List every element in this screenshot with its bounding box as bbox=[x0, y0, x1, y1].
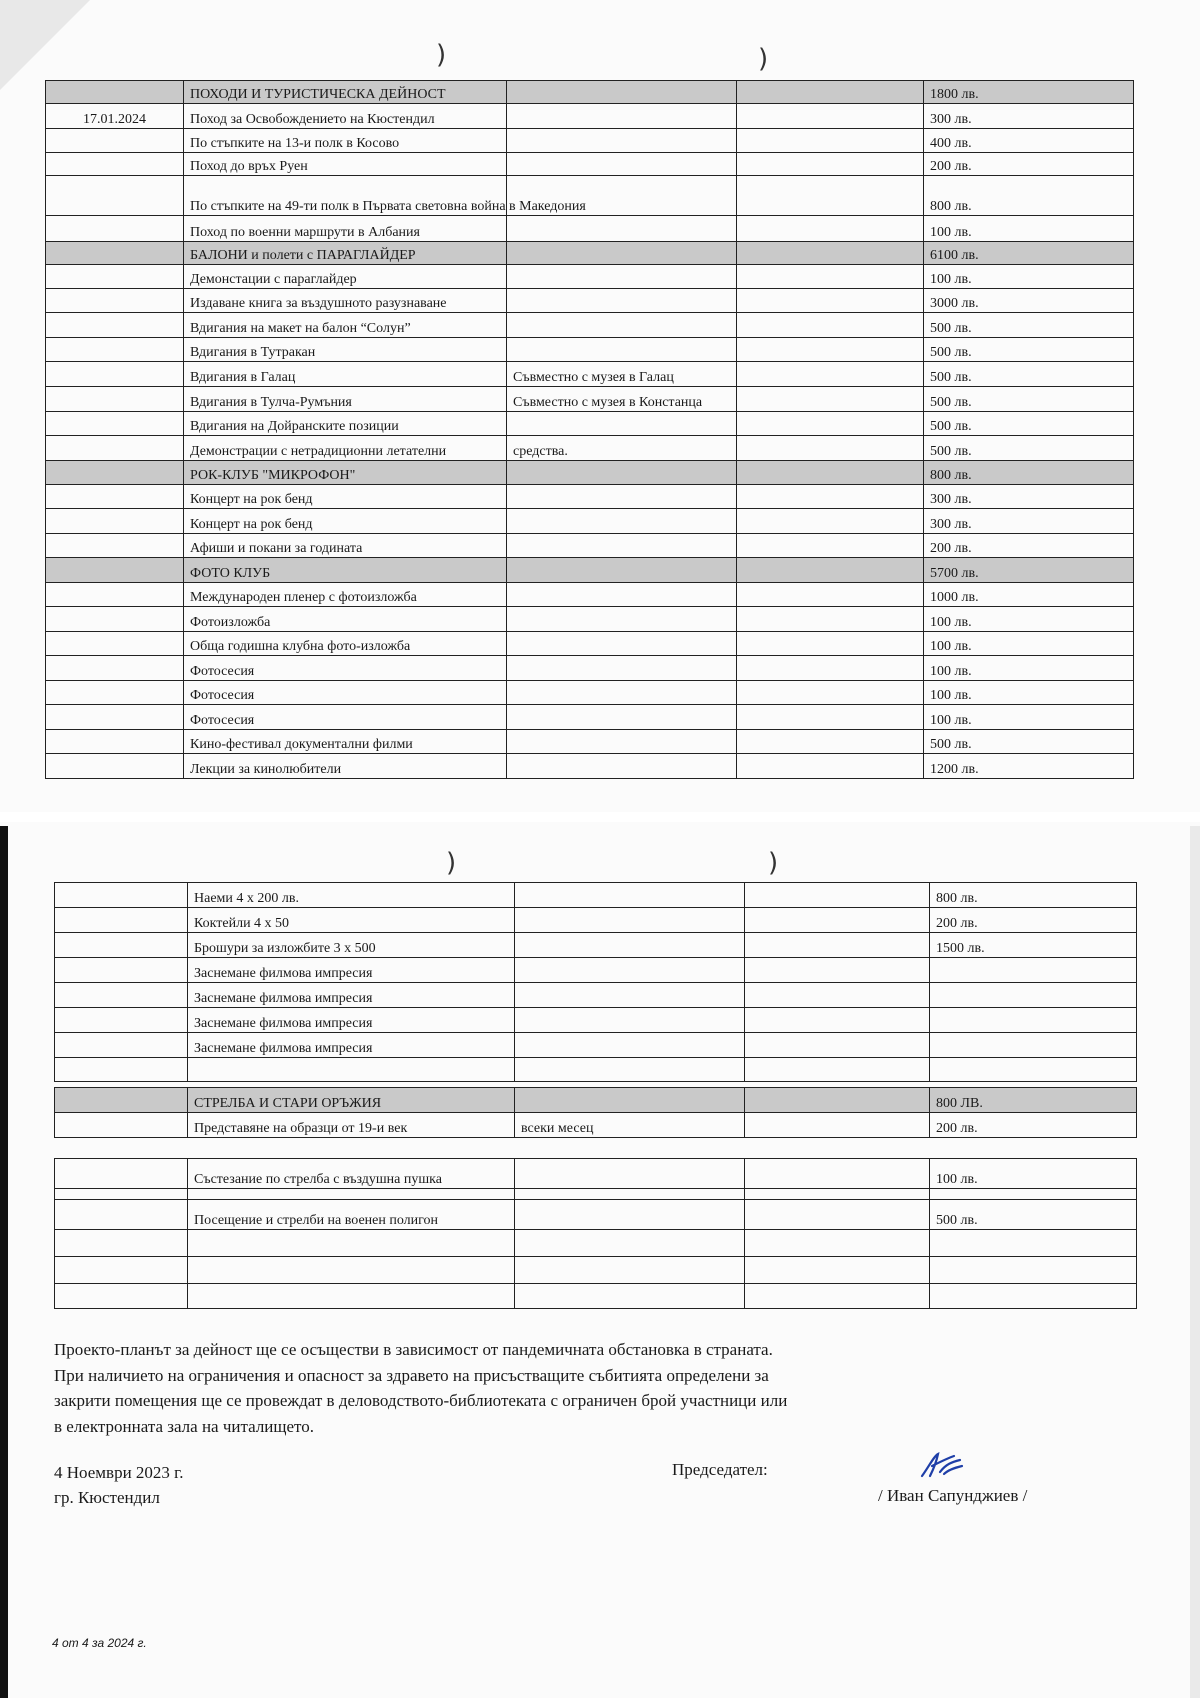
amount-cell bbox=[930, 1257, 1137, 1284]
extra-cell bbox=[745, 1159, 930, 1189]
amount-cell: 100 лв. bbox=[924, 265, 1134, 289]
date-cell bbox=[46, 412, 184, 436]
date-cell bbox=[46, 607, 184, 632]
activity-name: Кино-фестивал документални филми bbox=[184, 730, 507, 754]
note-cell bbox=[507, 754, 737, 779]
extra-cell bbox=[737, 656, 924, 681]
pandemic-note bbox=[54, 1337, 954, 1439]
extra-cell bbox=[745, 1257, 930, 1284]
section-header-row bbox=[55, 1088, 1137, 1113]
activities-table-continued bbox=[54, 882, 1137, 1082]
date-cell bbox=[46, 436, 184, 461]
table-row bbox=[46, 153, 1134, 176]
date-cell bbox=[46, 176, 184, 216]
table-row bbox=[46, 607, 1134, 632]
note-cell bbox=[507, 632, 737, 656]
date-cell bbox=[46, 313, 184, 338]
activity-name: Коктейли 4 х 50 bbox=[188, 908, 515, 933]
note-cell bbox=[515, 908, 745, 933]
punch-hole-mark: ) bbox=[768, 848, 779, 878]
note-cell: средства. bbox=[507, 436, 737, 461]
extra-cell bbox=[737, 81, 924, 104]
note-cell bbox=[515, 1159, 745, 1189]
note-cell: Съвместно с музея в Галац bbox=[507, 362, 737, 387]
activity-name: Заснемане филмова импресия bbox=[188, 1033, 515, 1058]
date-cell bbox=[55, 1230, 188, 1257]
extra-cell bbox=[737, 387, 924, 412]
table-row bbox=[55, 1008, 1137, 1033]
note-cell: Съвместно с музея в Констанца bbox=[507, 387, 737, 412]
note-cell bbox=[507, 265, 737, 289]
activity-name: Концерт на рок бенд bbox=[184, 485, 507, 509]
date-cell bbox=[46, 338, 184, 362]
table-row bbox=[46, 289, 1134, 313]
date-cell bbox=[46, 632, 184, 656]
section-header-row bbox=[46, 242, 1134, 265]
date-cell bbox=[46, 81, 184, 104]
activity-name: Поход по военни маршрути в Албания bbox=[184, 216, 507, 242]
amount-cell: 400 лв. bbox=[924, 129, 1134, 153]
table-row bbox=[46, 509, 1134, 534]
note-cell bbox=[507, 242, 737, 265]
extra-cell bbox=[737, 216, 924, 242]
activity-name: Вдигания в Галац bbox=[184, 362, 507, 387]
amount-cell: 5700 лв. bbox=[924, 558, 1134, 583]
extra-cell bbox=[737, 153, 924, 176]
note-cell bbox=[515, 1058, 745, 1082]
scan-edge-right bbox=[1190, 826, 1200, 1698]
amount-cell bbox=[930, 983, 1137, 1008]
note-cell bbox=[507, 705, 737, 730]
date-place-block bbox=[54, 1460, 183, 1510]
date-cell bbox=[46, 242, 184, 265]
extra-cell bbox=[737, 362, 924, 387]
activity-name: Наеми 4 х 200 лв. bbox=[188, 883, 515, 908]
amount-cell: 800 лв. bbox=[930, 883, 1137, 908]
date-cell bbox=[46, 681, 184, 705]
note-cell bbox=[507, 509, 737, 534]
table-row bbox=[46, 583, 1134, 607]
amount-cell: 1200 лв. bbox=[924, 754, 1134, 779]
table-row bbox=[55, 1033, 1137, 1058]
extra-cell bbox=[745, 1008, 930, 1033]
date-cell bbox=[46, 534, 184, 558]
activity-name: Вдигания в Тутракан bbox=[184, 338, 507, 362]
date-cell bbox=[55, 1159, 188, 1189]
chairman-label: Председател: bbox=[672, 1460, 768, 1479]
extra-cell bbox=[745, 1033, 930, 1058]
extra-cell bbox=[745, 1189, 930, 1200]
handwritten-signature bbox=[918, 1450, 964, 1480]
folded-corner bbox=[0, 0, 90, 90]
activity-name bbox=[188, 1058, 515, 1082]
activity-name: По стъпките на 49-ти полк в Първата световна война в Македония bbox=[184, 176, 507, 216]
note-cell bbox=[515, 1284, 745, 1309]
date-cell bbox=[46, 509, 184, 534]
amount-cell: 3000 лв. bbox=[924, 289, 1134, 313]
amount-cell: 500 лв. bbox=[924, 313, 1134, 338]
extra-cell bbox=[745, 1058, 930, 1082]
extra-cell bbox=[737, 104, 924, 129]
amount-cell: 800 лв. bbox=[924, 461, 1134, 485]
extra-cell bbox=[745, 883, 930, 908]
activity-name: Фотосесия bbox=[184, 681, 507, 705]
extra-cell bbox=[737, 338, 924, 362]
table-row bbox=[46, 534, 1134, 558]
section-title: ПОХОДИ И ТУРИСТИЧЕСКА ДЕЙНОСТ bbox=[184, 81, 507, 104]
date-cell bbox=[55, 1058, 188, 1082]
extra-cell bbox=[737, 509, 924, 534]
note-cell bbox=[507, 730, 737, 754]
date-cell bbox=[46, 362, 184, 387]
activity-name: Брошури за изложбите 3 х 500 bbox=[188, 933, 515, 958]
section-title: ФОТО КЛУБ bbox=[184, 558, 507, 583]
extra-cell bbox=[737, 754, 924, 779]
extra-cell bbox=[737, 436, 924, 461]
activity-name: По стъпките на 13-и полк в Косово bbox=[184, 129, 507, 153]
extra-cell bbox=[737, 461, 924, 485]
note-cell bbox=[515, 1257, 745, 1284]
scanned-sheet-top bbox=[0, 0, 1200, 820]
table-row bbox=[46, 216, 1134, 242]
shooting-section-table bbox=[54, 1087, 1137, 1138]
note-cell: всеки месец bbox=[515, 1113, 745, 1138]
extra-cell bbox=[737, 412, 924, 436]
table-row bbox=[55, 958, 1137, 983]
amount-cell bbox=[930, 1058, 1137, 1082]
extra-cell bbox=[745, 1088, 930, 1113]
extra-cell bbox=[737, 265, 924, 289]
extra-cell bbox=[737, 242, 924, 265]
note-line: При наличието на ограничения и опасност за здравето на присъстващите събитията определени за bbox=[54, 1365, 769, 1385]
date-cell bbox=[46, 583, 184, 607]
table-row bbox=[46, 656, 1134, 681]
activity-name: Заснемане филмова импресия bbox=[188, 958, 515, 983]
note-cell bbox=[507, 289, 737, 313]
table-row bbox=[46, 730, 1134, 754]
amount-cell: 500 лв. bbox=[924, 338, 1134, 362]
extra-cell bbox=[737, 313, 924, 338]
section-title: БАЛОНИ и полети с ПАРАГЛАЙДЕР bbox=[184, 242, 507, 265]
date-cell bbox=[55, 908, 188, 933]
activity-name: Посещение и стрелби на военен полигон bbox=[188, 1200, 515, 1230]
activity-name: Демонстации с параглайдер bbox=[184, 265, 507, 289]
table-row bbox=[46, 681, 1134, 705]
amount-cell bbox=[930, 1284, 1137, 1309]
table-row bbox=[55, 933, 1137, 958]
date-cell bbox=[46, 289, 184, 313]
amount-cell: 200 лв. bbox=[924, 534, 1134, 558]
extra-cell bbox=[737, 558, 924, 583]
table-row bbox=[46, 632, 1134, 656]
date-cell bbox=[46, 558, 184, 583]
table-row bbox=[55, 1189, 1137, 1200]
note-cell bbox=[507, 216, 737, 242]
amount-cell bbox=[930, 1189, 1137, 1200]
activity-name: Лекции за кинолюбители bbox=[184, 754, 507, 779]
date-cell bbox=[46, 461, 184, 485]
extra-cell bbox=[737, 607, 924, 632]
chairman-name: / Иван Сапунджиев / bbox=[878, 1486, 1028, 1505]
activity-name: Заснемане филмова импресия bbox=[188, 1008, 515, 1033]
date-cell bbox=[46, 485, 184, 509]
note-line: в електронната зала на читалището. bbox=[54, 1416, 314, 1436]
extra-cell bbox=[737, 632, 924, 656]
section-title: РОК-КЛУБ "МИКРОФОН" bbox=[184, 461, 507, 485]
date-cell bbox=[55, 1008, 188, 1033]
amount-cell bbox=[930, 1230, 1137, 1257]
note-line: Проекто-планът за дейност ще се осъществи в зависимост от пандемичната обстановка в страната. bbox=[54, 1340, 773, 1359]
amount-cell: 300 лв. bbox=[924, 104, 1134, 129]
date-cell bbox=[46, 387, 184, 412]
extra-cell bbox=[745, 1284, 930, 1309]
activity-name: Концерт на рок бенд bbox=[184, 509, 507, 534]
date-cell bbox=[46, 754, 184, 779]
date-cell bbox=[46, 265, 184, 289]
note-cell bbox=[507, 104, 737, 129]
activity-name: Състезание по стрелба с въздушна пушка bbox=[188, 1159, 515, 1189]
table-row bbox=[46, 104, 1134, 129]
activity-name: Представяне на образци от 19-и век bbox=[188, 1113, 515, 1138]
activity-name bbox=[188, 1230, 515, 1257]
table-row bbox=[55, 1159, 1137, 1189]
note-cell bbox=[507, 558, 737, 583]
date-cell bbox=[46, 216, 184, 242]
note-cell bbox=[507, 485, 737, 509]
note-cell bbox=[515, 958, 745, 983]
extra-cell bbox=[737, 176, 924, 216]
document-city: гр. Кюстендил bbox=[54, 1488, 160, 1507]
note-cell bbox=[515, 933, 745, 958]
date-cell bbox=[55, 933, 188, 958]
page-footer: 4 от 4 за 2024 г. bbox=[52, 1636, 147, 1650]
table-row bbox=[55, 883, 1137, 908]
amount-cell: 800 ЛВ. bbox=[930, 1088, 1137, 1113]
amount-cell: 100 лв. bbox=[924, 607, 1134, 632]
note-cell bbox=[515, 1008, 745, 1033]
extra-cell bbox=[745, 933, 930, 958]
amount-cell: 500 лв. bbox=[924, 362, 1134, 387]
amount-cell: 100 лв. bbox=[930, 1159, 1137, 1189]
section-title: СТРЕЛБА И СТАРИ ОРЪЖИЯ bbox=[188, 1088, 515, 1113]
amount-cell: 6100 лв. bbox=[924, 242, 1134, 265]
table-row bbox=[46, 313, 1134, 338]
date-cell bbox=[55, 1200, 188, 1230]
table-row bbox=[46, 176, 1134, 216]
note-cell bbox=[507, 681, 737, 705]
date-cell bbox=[55, 958, 188, 983]
extra-cell bbox=[745, 958, 930, 983]
activity-name bbox=[188, 1257, 515, 1284]
activity-name: Обща годишна клубна фото-изложба bbox=[184, 632, 507, 656]
activity-name: Международен пленер с фотоизложба bbox=[184, 583, 507, 607]
table-row bbox=[46, 129, 1134, 153]
activity-name: Вдигания в Тулча-Румъния bbox=[184, 387, 507, 412]
note-cell bbox=[507, 583, 737, 607]
note-cell bbox=[507, 412, 737, 436]
table-row bbox=[46, 265, 1134, 289]
amount-cell: 500 лв. bbox=[924, 730, 1134, 754]
note-cell bbox=[507, 81, 737, 104]
note-cell bbox=[515, 983, 745, 1008]
amount-cell: 500 лв. bbox=[924, 387, 1134, 412]
amount-cell: 300 лв. bbox=[924, 485, 1134, 509]
activity-name: Поход до връх Руен bbox=[184, 153, 507, 176]
table-row bbox=[46, 436, 1134, 461]
note-cell bbox=[515, 1230, 745, 1257]
amount-cell: 100 лв. bbox=[924, 632, 1134, 656]
note-cell bbox=[507, 534, 737, 558]
table-row bbox=[46, 754, 1134, 779]
amount-cell: 800 лв. bbox=[924, 176, 1134, 216]
activity-name: Вдигания на макет на балон “Солун” bbox=[184, 313, 507, 338]
table-row bbox=[55, 1257, 1137, 1284]
date-cell bbox=[55, 1033, 188, 1058]
section-header-row bbox=[46, 81, 1134, 104]
activities-table-page-1 bbox=[45, 80, 1134, 779]
table-row bbox=[55, 1284, 1137, 1309]
scan-edge-left bbox=[0, 826, 8, 1698]
amount-cell: 1000 лв. bbox=[924, 583, 1134, 607]
extra-cell bbox=[737, 485, 924, 509]
extra-cell bbox=[737, 681, 924, 705]
date-cell bbox=[55, 1113, 188, 1138]
extra-cell bbox=[745, 908, 930, 933]
note-cell bbox=[507, 607, 737, 632]
note-cell bbox=[507, 313, 737, 338]
table-row bbox=[46, 705, 1134, 730]
amount-cell: 100 лв. bbox=[924, 656, 1134, 681]
amount-cell bbox=[930, 1008, 1137, 1033]
section-header-row bbox=[46, 461, 1134, 485]
note-cell bbox=[515, 1189, 745, 1200]
amount-cell: 100 лв. bbox=[924, 705, 1134, 730]
note-cell bbox=[515, 1033, 745, 1058]
activity-name: Демонстрации с нетрадиционни летателни bbox=[184, 436, 507, 461]
note-cell bbox=[507, 338, 737, 362]
table-row bbox=[55, 1230, 1137, 1257]
amount-cell: 1800 лв. bbox=[924, 81, 1134, 104]
note-cell bbox=[507, 656, 737, 681]
amount-cell: 500 лв. bbox=[924, 412, 1134, 436]
activity-name: Фотосесия bbox=[184, 656, 507, 681]
punch-hole-mark: ) bbox=[758, 44, 769, 74]
extra-cell bbox=[737, 583, 924, 607]
note-cell bbox=[515, 883, 745, 908]
table-row bbox=[55, 1200, 1137, 1230]
amount-cell: 200 лв. bbox=[924, 153, 1134, 176]
table-row bbox=[55, 1113, 1137, 1138]
amount-cell: 1500 лв. bbox=[930, 933, 1137, 958]
activity-name: Поход за Освобождението на Кюстендил bbox=[184, 104, 507, 129]
date-cell bbox=[46, 705, 184, 730]
note-cell bbox=[507, 153, 737, 176]
extra-cell bbox=[745, 983, 930, 1008]
extra-cell bbox=[745, 1230, 930, 1257]
extra-cell bbox=[745, 1200, 930, 1230]
table-row bbox=[46, 387, 1134, 412]
section-header-row bbox=[46, 558, 1134, 583]
extra-cell bbox=[737, 705, 924, 730]
table-row bbox=[46, 485, 1134, 509]
activity-name: Афиши и покани за годината bbox=[184, 534, 507, 558]
date-cell bbox=[55, 1088, 188, 1113]
note-cell bbox=[507, 461, 737, 485]
punch-hole-mark: ) bbox=[436, 40, 447, 70]
amount-cell: 500 лв. bbox=[924, 436, 1134, 461]
date-cell bbox=[55, 1284, 188, 1309]
date-cell bbox=[55, 1257, 188, 1284]
note-cell bbox=[507, 129, 737, 153]
table-row bbox=[55, 908, 1137, 933]
extra-cell bbox=[737, 129, 924, 153]
date-cell bbox=[46, 153, 184, 176]
amount-cell bbox=[930, 958, 1137, 983]
extra-cell bbox=[737, 730, 924, 754]
note-cell bbox=[515, 1200, 745, 1230]
table-row bbox=[46, 338, 1134, 362]
amount-cell: 500 лв. bbox=[930, 1200, 1137, 1230]
activity-name bbox=[188, 1189, 515, 1200]
amount-cell bbox=[930, 1033, 1137, 1058]
shooting-events-table bbox=[54, 1158, 1137, 1309]
activity-name bbox=[188, 1284, 515, 1309]
activity-name: Издаване книга за въздушното разузнаване bbox=[184, 289, 507, 313]
note-cell bbox=[515, 1088, 745, 1113]
punch-hole-mark: ) bbox=[446, 848, 457, 878]
amount-cell: 200 лв. bbox=[930, 908, 1137, 933]
extra-cell bbox=[737, 289, 924, 313]
table-row bbox=[46, 412, 1134, 436]
amount-cell: 200 лв. bbox=[930, 1113, 1137, 1138]
amount-cell: 300 лв. bbox=[924, 509, 1134, 534]
date-cell: 17.01.2024 bbox=[46, 104, 184, 129]
extra-cell bbox=[745, 1113, 930, 1138]
note-line: закрити помещения ще се провеждат в деловодството-библиотеката с ограничен брой участници или bbox=[54, 1391, 788, 1410]
document-date: 4 Ноември 2023 г. bbox=[54, 1463, 184, 1482]
extra-cell bbox=[737, 534, 924, 558]
amount-cell: 100 лв. bbox=[924, 216, 1134, 242]
date-cell bbox=[55, 883, 188, 908]
activity-name: Фотосесия bbox=[184, 705, 507, 730]
activity-name: Заснемане филмова импресия bbox=[188, 983, 515, 1008]
activity-name: Фотоизложба bbox=[184, 607, 507, 632]
date-cell bbox=[46, 656, 184, 681]
table-row bbox=[55, 983, 1137, 1008]
date-cell bbox=[55, 1189, 188, 1200]
date-cell bbox=[46, 129, 184, 153]
amount-cell: 100 лв. bbox=[924, 681, 1134, 705]
table-row bbox=[46, 362, 1134, 387]
date-cell bbox=[46, 730, 184, 754]
date-cell bbox=[55, 983, 188, 1008]
activity-name: Вдигания на Дойранските позиции bbox=[184, 412, 507, 436]
table-row bbox=[55, 1058, 1137, 1082]
